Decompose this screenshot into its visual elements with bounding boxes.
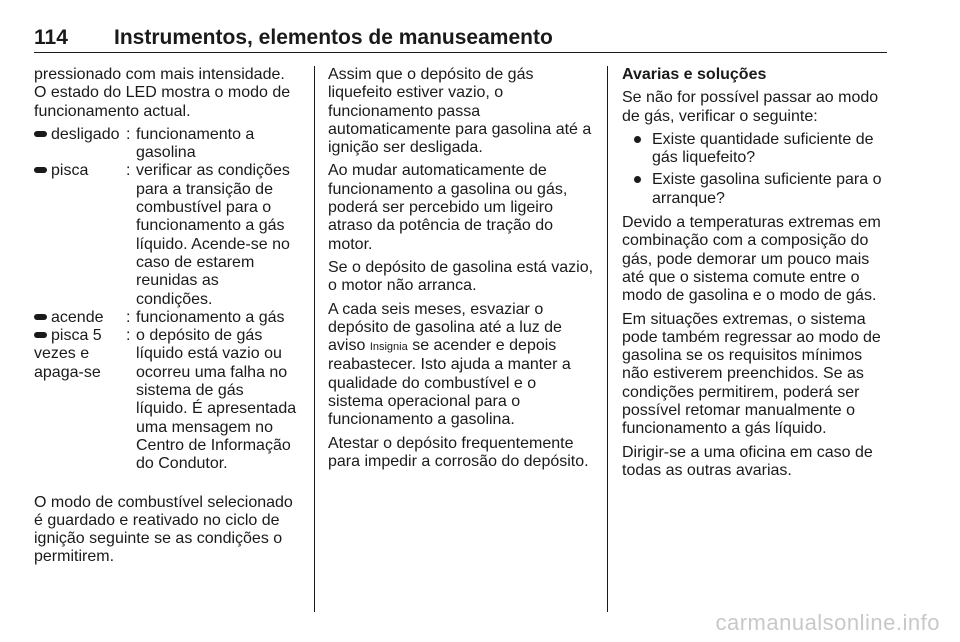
- column-2: [328, 66, 594, 476]
- led-state-cell: [34, 162, 126, 308]
- intro-paragraph: pressionado com mais intensidade. O estado do LED mostra o modo de funcionamento actual.: [34, 66, 291, 120]
- led-state-description: funcionamento a gás: [136, 308, 285, 326]
- list-item: [622, 131, 887, 168]
- led-state-cell: [34, 309, 126, 327]
- checklist: [622, 131, 887, 208]
- bullet-dot-icon: [634, 136, 641, 143]
- led-state-label: pisca: [51, 162, 89, 180]
- page-header: [34, 27, 887, 53]
- led-state-description: funcionamento a gasolina: [136, 125, 255, 162]
- paragraph: Em situações extremas, o sistema pode também regressar ao modo de gasolina se os requisitos mínimos não estiverem preenchidos. Se as condições permitirem, poderá ser possível retomar manualmente o funcionamento a gás líquido.: [622, 310, 881, 438]
- table-row: [34, 309, 299, 327]
- list-item-text: Existe gasolina suficiente para o arranque?: [652, 171, 882, 207]
- colon-separator: :: [126, 162, 131, 180]
- paragraph: Assim que o depósito de gás liquefeito estiver vazio, o funcionamento passa automaticamente para gasolina até a ignição ser desligada.: [328, 66, 592, 157]
- colon-separator: :: [126, 308, 131, 326]
- paragraph: Se o depósito de gasolina está vazio, o motor não arranca.: [328, 258, 594, 295]
- bullet-dot-icon: [634, 176, 641, 183]
- column-divider-1: [314, 66, 315, 612]
- list-item-text: Existe quantidade suficiente de gás liquefeito?: [652, 130, 874, 167]
- led-state-cell: [34, 126, 126, 163]
- paragraph: Ao mudar automaticamente de funcionamento a gasolina ou gás, poderá ser percebido um ligeiro atraso da potência de tração do motor.: [328, 162, 568, 253]
- paragraph: Se não for possível passar ao modo de gás, verificar o seguinte:: [622, 89, 879, 125]
- led-state-cell: [34, 327, 126, 473]
- led-state-description: o depósito de gás líquido está vazio ou ocorreu uma falha no sistema de gás líquido. É apresentada uma mensagem no Centro de Informação do Condutor.: [136, 327, 297, 473]
- colon-separator: :: [126, 125, 131, 143]
- paragraph-text: se acender e depois reabastecer. Isto ajuda a manter a qualidade do combustível e o sistema operacional para o funcionamento a gasolina.: [328, 337, 571, 429]
- table-row: [34, 327, 299, 473]
- led-indicator-icon: [34, 167, 47, 173]
- page-number: 114: [34, 26, 68, 49]
- paragraph-text: A cada seis meses, esvaziar o depósito de gasolina até a luz de aviso: [328, 300, 562, 355]
- column-divider-2: [607, 66, 608, 612]
- led-state-label: pisca 5 vezes e apaga-se: [34, 327, 102, 381]
- led-state-label: desligado: [51, 125, 120, 143]
- outro-paragraph: O modo de combustível selecionado é guardado e reativado no ciclo de ignição seguinte se as condições o permitirem.: [34, 493, 293, 566]
- led-indicator-icon: [34, 332, 47, 338]
- colon-separator: :: [126, 327, 131, 345]
- section-heading: Avarias e soluções: [622, 66, 767, 83]
- led-state-description: verificar as condições para a transição de combustível para o funcionamento a gás líquido. Acende-se no caso de estarem reunidas as condições.: [136, 162, 290, 308]
- led-status-table: [34, 126, 299, 474]
- table-row: [34, 162, 299, 308]
- warning-light-symbol-text: Insignia: [369, 341, 408, 354]
- led-indicator-icon: [34, 314, 47, 320]
- column-3: [622, 66, 887, 485]
- paragraph: Dirigir-se a uma oficina em caso de todas as outras avarias.: [622, 443, 873, 479]
- led-indicator-icon: [34, 131, 47, 137]
- page-title: Instrumentos, elementos de manuseamento: [114, 26, 553, 49]
- paragraph: [328, 301, 594, 430]
- paragraph: Atestar o depósito frequentemente para impedir a corrosão do depósito.: [328, 434, 589, 470]
- list-item: [622, 171, 887, 208]
- paragraph: Devido a temperaturas extremas em combinação com a composição do gás, pode demorar um pouco mais até que o sistema comute entre o modo de gasolina e o modo de gás.: [622, 214, 881, 305]
- watermark: carmanualsonline.info: [715, 610, 940, 635]
- column-1: [34, 66, 299, 572]
- led-state-label: acende: [51, 308, 104, 326]
- table-row: [34, 126, 299, 163]
